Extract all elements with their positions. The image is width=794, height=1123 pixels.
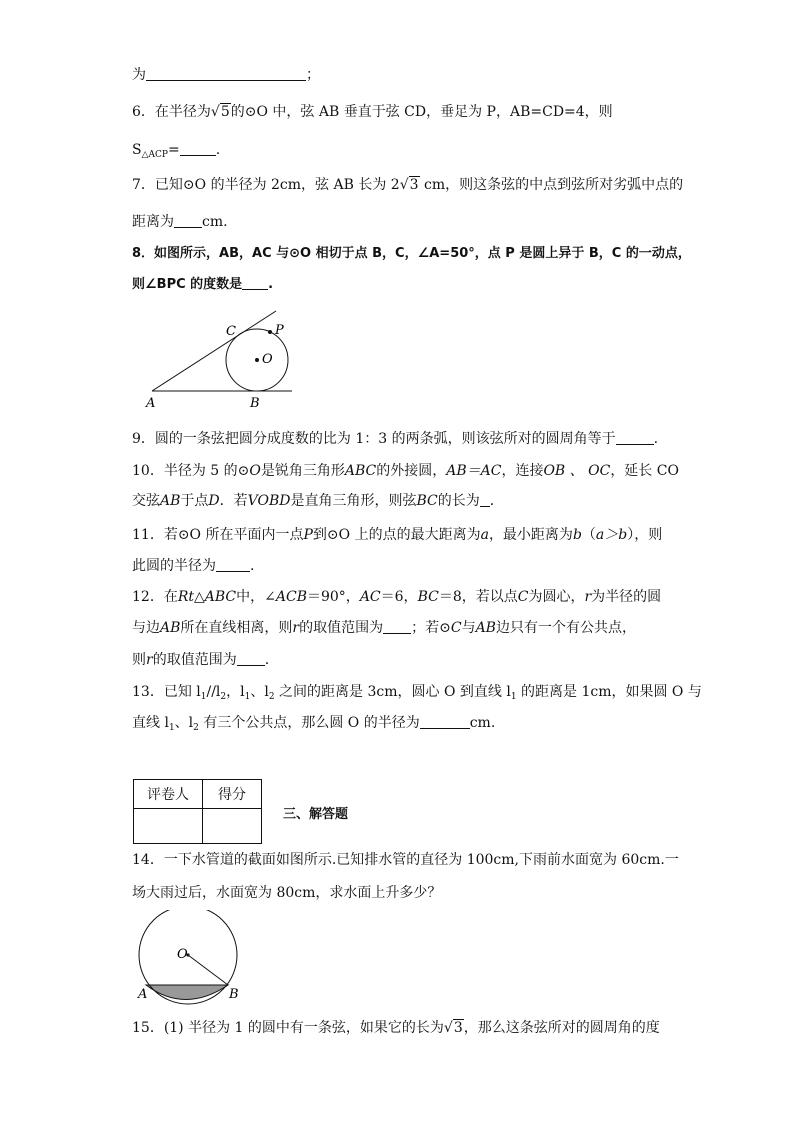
answer-blank: [180, 141, 216, 156]
question-7-line-2: 距离为 cm.: [132, 214, 228, 230]
answer-blank: [237, 651, 265, 666]
tangent-line-ac: [152, 311, 276, 391]
label-p: P: [275, 323, 284, 338]
label-a: A: [146, 396, 156, 410]
question-13-line-2: 直线 $l_1$、$l_2$ 有三个公共点，那么圆 O 的半径为 cm.: [132, 715, 496, 733]
question-10-line-2: 交弦AB于点D．若VOBD是直角三角形，则弦BC的长为 ．: [132, 493, 504, 509]
answer-blank: [480, 492, 490, 507]
question-15-line-1: 15．(1) 半径为 1 的圆中有一条弦，如果它的长为√3，那么这条弦所对的圆周角的度: [132, 1020, 660, 1036]
label-b: B: [250, 396, 260, 410]
question-11-line-2: 此圆的半径为 .: [132, 558, 255, 574]
question-14-line-1: 14．一下水管道的截面如图所示.已知排水管的直径为 100cm,下雨前水面宽为 60cm.一: [132, 852, 679, 868]
label-o: O: [177, 947, 188, 962]
question-13-line-1: 13．已知 $l_1//l_2$，$l_1$、$l_2$ 之间的距离是 3cm，圆心 O 到直线 $l_1$ 的距离是 1cm，如果圆 O 与: [132, 684, 702, 702]
score-cell: [203, 809, 262, 844]
question-14-line-2: 场大雨过后，水面宽为 80cm，求水面上升多少？: [132, 885, 442, 901]
label-c: C: [226, 324, 236, 339]
answer-blank: [146, 66, 306, 81]
answer-blank: [216, 557, 250, 572]
question-12-line-3: 则r的取值范围为 .: [132, 652, 270, 668]
point-p: [268, 330, 272, 334]
question-11-line-1: 11．若⊙O 所在平面内一点P到⊙O 上的点的最大距离为a，最小距离为b（a＞b），则: [132, 527, 663, 543]
question-6-line-1: 6．在半径为√5的⊙O 中，弦 AB 垂直于弦 CD，垂足为 P，AB=CD=4，则: [132, 104, 613, 120]
answer-blank: [616, 430, 654, 445]
question-10-line-1: 10．半径为 5 的⊙O是锐角三角形ABC的外接圆，AB＝AC，连接OB 、 OC，延长 CO: [132, 463, 679, 479]
question-6-line-2: $S_{\triangle ACP}=$ .: [132, 142, 221, 160]
water-segment: [146, 985, 228, 1000]
question-12-line-1: 12．在Rt△ABC中，∠ACB＝90°，AC＝6，BC＝8，若以点C为圆心，r为半径的圆: [132, 589, 662, 605]
figure-pipe-section: [132, 910, 257, 1005]
sqrt-symbol: √5: [210, 104, 230, 120]
sqrt-symbol: √3: [399, 177, 419, 193]
answer-blank: [242, 275, 268, 290]
q5-tail: 为 ；: [132, 67, 320, 83]
answer-blank: [420, 714, 470, 729]
section-title: 三、解答题: [283, 807, 349, 822]
grading-table: [133, 779, 262, 844]
center-point-o: [255, 358, 259, 362]
label-a: A: [138, 987, 148, 1002]
question-12-line-2: 与边AB所在直线相离，则r的取值范围为 ；若⊙C与AB边只有一个有公共点，: [132, 620, 636, 636]
reviewer-header: 评卷人: [134, 780, 203, 809]
answer-blank: [383, 619, 411, 634]
label-b: B: [229, 987, 239, 1002]
question-9: 9．圆的一条弦把圆分成度数的比为 1：3 的两条弧，则该弦所对的圆周角等于 .: [132, 431, 659, 447]
question-7-line-1: 7．已知⊙O 的半径为 2cm，弦 AB 长为 2√3 cm，则这条弦的中点到弦所对劣弧中点的: [132, 177, 684, 193]
figure-tangent-circle: [140, 305, 300, 410]
label-o: O: [262, 352, 273, 367]
radius-ob: [188, 955, 228, 985]
sqrt-symbol: √3: [443, 1020, 463, 1036]
question-8-line-2: 则∠BPC 的度数是 .: [132, 277, 274, 292]
question-8-line-1: 8．如图所示，AB，AC 与⊙O 相切于点 B，C，∠A=50°，点 P 是圆上异于 B，C 的一动点，: [132, 246, 691, 261]
reviewer-cell: [134, 809, 203, 844]
answer-blank: [174, 213, 202, 228]
score-header: 得分: [203, 780, 262, 809]
